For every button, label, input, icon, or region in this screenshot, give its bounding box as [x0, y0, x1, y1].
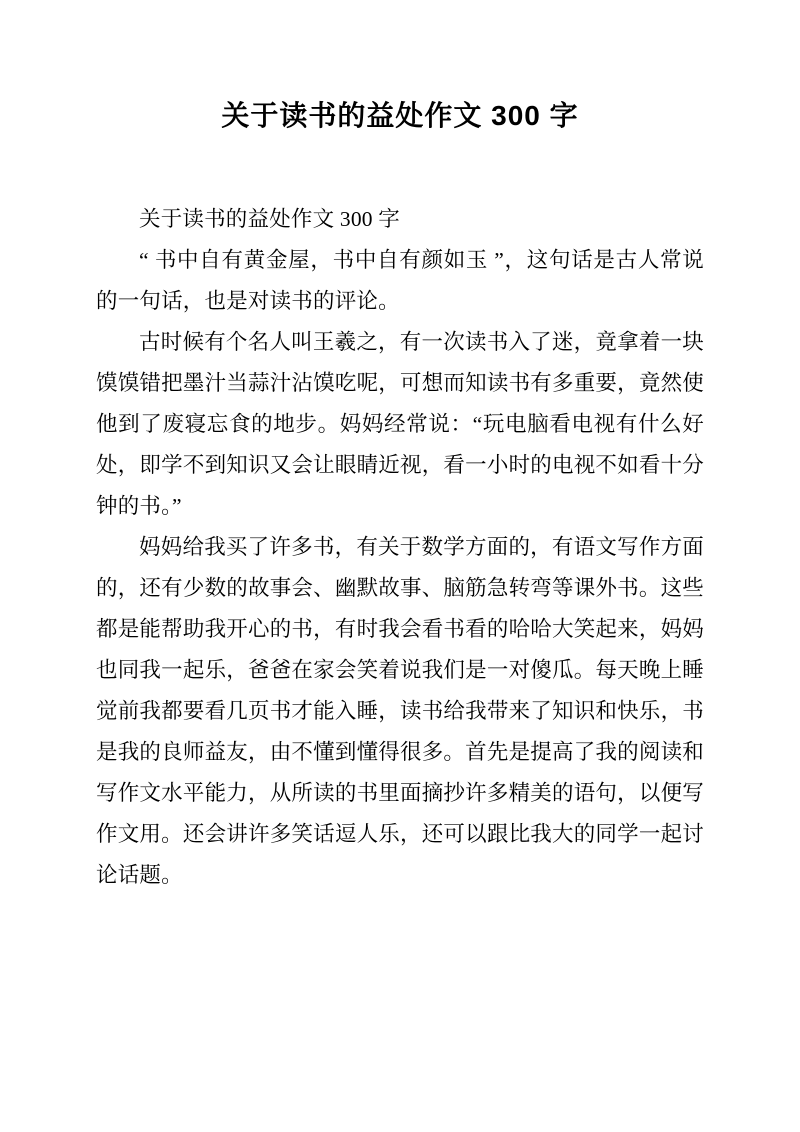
paragraph-2: “ 书中自有黄金屋，书中自有颜如玉 ”，这句话是古人常说的一句话，也是对读书的评论。 [96, 248, 704, 314]
paragraph-1: 关于读书的益处作文 300 字 [139, 207, 401, 232]
paragraph-4: 妈妈给我买了许多书，有关于数学方面的，有语文写作方面的，还有少数的故事会、幽默故事、脑筋急转弯等课外书。这些都是能帮助我开心的书，有时我会看书看的哈哈大笑起来，妈妈也同我一起乐，爸爸在家会笑着说我们是一对傻瓜。每天晚上睡觉前我都要看几页书才能入睡，读书给我带来了知识和快乐，书是我的良师益友，由不懂到懂得很多。首先是提高了我的阅读和写作文水平能力，从所读的书里面摘抄许多精美的语句，以便写作文用。还会讲许多笑话逗人乐，还可以跟比我大的同学一起讨论话题。 [96, 535, 704, 888]
page-title: 关于读书的益处作文 300 字 [221, 100, 579, 131]
paragraph-3: 古时候有个名人叫王羲之，有一次读书入了迷，竟拿着一块馍馍错把墨汁当蒜汁沾馍吃呢，可想而知读书有多重要，竟然使他到了废寝忘食的地步。妈妈经常说：“玩电脑看电视有什么好处，即学不到知识又会让眼睛近视，看一小时的电视不如看十分钟的书。” [96, 330, 704, 519]
document-body [96, 199, 704, 896]
